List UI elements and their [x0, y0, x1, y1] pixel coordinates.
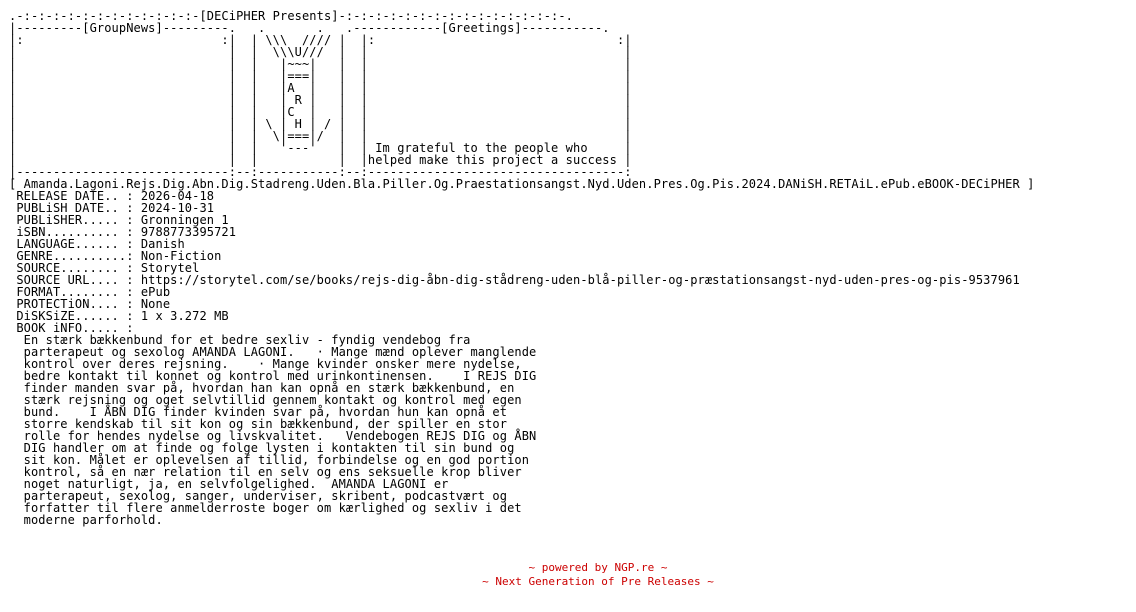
nfo-line: | | | \\\U/// | | |: [9, 45, 632, 59]
nfo-line: kontrol over deres rejsning. · Mange kvinder onsker mere nydelse,: [9, 357, 522, 371]
nfo-line: parterapeut og sexolog AMANDA LAGONI. · Mange mænd oplever manglende: [9, 345, 537, 359]
nfo-line: |: :| | \\\ //// | |: :|: [9, 33, 632, 47]
nfo-line: DiSKSiZE...... : 1 x 3.272 MB: [9, 309, 229, 323]
nfo-line: noget naturligt, ja, en selvfolgelighed. AMANDA LAGONI er: [9, 477, 449, 491]
nfo-line: |-----------------------------:--:-----------:--:-----------------------------------:: [9, 165, 632, 179]
nfo-line: PUBLiSHER..... : Gronningen 1: [9, 213, 229, 227]
nfo-line: En stærk bækkenbund for et bedre sexliv - fyndig vendebog fra: [9, 333, 471, 347]
nfo-line: |---------[GroupNews]---------. . . .------------[Greetings]-----------.: [9, 21, 610, 35]
nfo-line: kontrol, så en nær relation til en selv og ens seksuelle krop bliver: [9, 465, 522, 479]
nfo-line: SOURCE URL.... : https://storytel.com/se/books/rejs-dig-åbn-dig-stådreng-uden-blå-piller-og-præstationsangst-nyd-uden-pres-og-pis-9537961: [9, 273, 1020, 287]
nfo-line: SOURCE........ : Storytel: [9, 261, 200, 275]
nfo-line: bund. I ÅBN DIG finder kvinden svar på, hvordan hun kan opnå et: [9, 405, 508, 419]
nfo-line: | | | '---' | | Im grateful to the people who |: [9, 141, 632, 155]
footer: [0, 561, 1136, 589]
nfo-line: | | | |===| | | |: [9, 69, 632, 83]
nfo-line: storre kendskab til sit kon og sin bækkenbund, der spiller en stor: [9, 417, 508, 431]
nfo-line: BOOK iNFO..... :: [9, 321, 134, 335]
nfo-line: moderne parforhold.: [9, 513, 163, 527]
nfo-line: FORMAT........ : ePub: [9, 285, 171, 299]
powered-by-text: ~ powered by NGP.re ~: [528, 561, 668, 574]
nfo-line: parterapeut, sexolog, sanger, underviser, skribent, podcastvært og: [9, 489, 508, 503]
nfo-line: | | | | |helped make this project a success |: [9, 153, 632, 167]
nfo-line: .-:-:-:-:-:-:-:-:-:-:-:-:-[DECiPHER Presents]-:-:-:-:-:-:-:-:-:-:-:-:-:-:-:-.: [9, 9, 573, 23]
nfo-text: [9, 10, 1034, 526]
nfo-line: bedre kontakt til konnet og kontrol med urinkontinensen. I REJS DIG: [9, 369, 537, 383]
nfo-line: PUBLiSH DATE.. : 2024-10-31: [9, 201, 215, 215]
nfo-line: DIG handler om at finde og folge lysten i kontakten til sin bund og: [9, 441, 515, 455]
nfo-line: rolle for hendes nydelse og livskvalitet. Vendebogen REJS DIG og ÅBN: [9, 429, 537, 443]
nfo-line: PROTECTiON.... : None: [9, 297, 171, 311]
nfo-line: | | | \ | H | / | | |: [9, 117, 632, 131]
nfo-line: iSBN.......... : 9788773395721: [9, 225, 237, 239]
nfo-line: stærk rejsning og oget selvtillid gennem kontakt og kontrol med egen: [9, 393, 522, 407]
nfo-line: finder manden svar på, hvordan han kan opnå en stærk bækkenbund, en: [9, 381, 515, 395]
nfo-line: | | | | R | | | |: [9, 93, 632, 107]
nfo-line: RELEASE DATE.. : 2026-04-18: [9, 189, 215, 203]
nfo-line: | | | \|===|/ | | |: [9, 129, 632, 143]
nfo-line: | | | |A | | | |: [9, 81, 632, 95]
tagline-text: ~ Next Generation of Pre Releases ~: [482, 575, 714, 588]
nfo-line: sit kon. Målet er oplevelsen af tillid, forbindelse og en god portion: [9, 453, 530, 467]
nfo-line: [ Amanda.Lagoni.Rejs.Dig.Abn.Dig.Stadreng.Uden.Bla.Piller.Og.Praestationsangst.Nyd.Uden.Pres.Og.Pis.2024.DANiSH.RETAiL.ePub.eBOOK-DECiPHER ]: [9, 177, 1035, 191]
nfo-line: forfatter til flere anmelderroste boger om kærlighed og sexliv i det: [9, 501, 522, 515]
nfo-line: GENRE..........: Non-Fiction: [9, 249, 222, 263]
nfo-line: | | | |C | | | |: [9, 105, 632, 119]
nfo-line: | | | |~~~| | | |: [9, 57, 632, 71]
nfo-line: LANGUAGE...... : Danish: [9, 237, 185, 251]
